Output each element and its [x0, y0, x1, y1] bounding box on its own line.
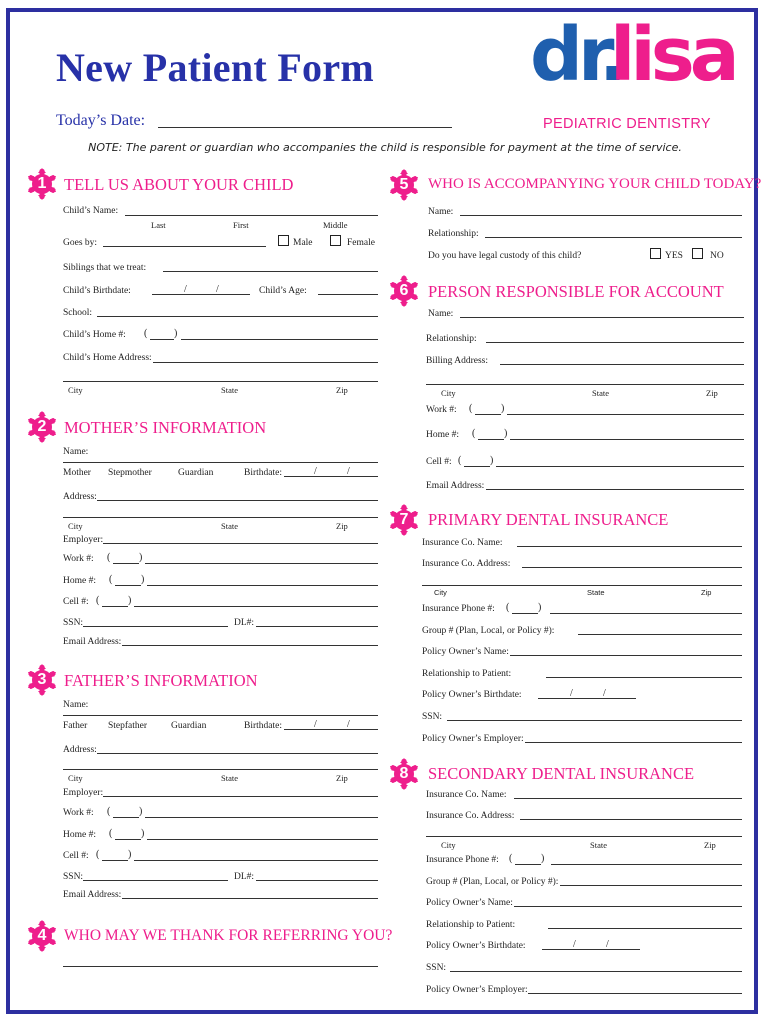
- paren: (: [96, 849, 100, 860]
- goes-by-field[interactable]: [103, 246, 266, 247]
- mother-work-label: Work #:: [63, 554, 94, 564]
- secondary-relationship-label: Relationship to Patient:: [426, 920, 516, 930]
- paren: ): [501, 403, 505, 414]
- mother-address-field[interactable]: [97, 500, 378, 501]
- area-code-field[interactable]: [113, 563, 139, 564]
- date-slash: /: [603, 688, 606, 699]
- guardian-option[interactable]: Guardian: [178, 468, 214, 478]
- secondary-owner-name-field[interactable]: [514, 906, 742, 907]
- zip-label: Zip: [336, 385, 348, 395]
- paren: (: [109, 574, 113, 585]
- father-email-label: Email Address:: [63, 890, 122, 900]
- child-birthdate-label: Child’s Birthdate:: [63, 286, 131, 296]
- paren: ): [174, 328, 178, 339]
- city-label: City: [68, 385, 83, 395]
- mother-option[interactable]: Mother: [63, 468, 91, 478]
- zip-label: Zip: [336, 773, 348, 783]
- father-cell-field[interactable]: [134, 860, 378, 861]
- mother-city-state-zip-field[interactable]: [63, 517, 378, 518]
- date-slash: /: [184, 284, 187, 295]
- father-dl-label: DL#:: [234, 872, 255, 882]
- city-label: City: [434, 588, 447, 597]
- mother-email-field[interactable]: [122, 645, 378, 646]
- accompany-name-field[interactable]: [460, 215, 742, 216]
- responsible-home-label: Home #:: [426, 430, 459, 440]
- responsible-email-label: Email Address:: [426, 481, 485, 491]
- area-code-field[interactable]: [150, 339, 174, 340]
- section-5-badge: 5: [388, 169, 420, 201]
- secondary-ins-name-label: Insurance Co. Name:: [426, 790, 507, 800]
- responsible-cell-field[interactable]: [496, 466, 744, 467]
- responsible-cell-label: Cell #:: [426, 457, 452, 467]
- secondary-phone-label: Insurance Phone #:: [426, 855, 499, 865]
- secondary-ssn-field[interactable]: [450, 971, 742, 972]
- paren: ): [128, 849, 132, 860]
- responsible-work-field[interactable]: [507, 414, 744, 415]
- child-age-label: Child’s Age:: [259, 286, 307, 296]
- father-ssn-field[interactable]: [83, 880, 228, 881]
- father-employer-label: Employer:: [63, 788, 104, 798]
- secondary-owner-name-label: Policy Owner’s Name:: [426, 898, 513, 908]
- father-name-field[interactable]: [63, 715, 378, 716]
- billing-address-field[interactable]: [500, 364, 744, 365]
- state-label: State: [590, 840, 607, 850]
- father-home-label: Home #:: [63, 830, 96, 840]
- responsible-work-label: Work #:: [426, 405, 457, 415]
- father-option[interactable]: Father: [63, 721, 88, 731]
- mother-ssn-field[interactable]: [83, 626, 228, 627]
- date-slash: /: [347, 719, 350, 730]
- logo-subtitle: PEDIATRIC DENTISTRY: [543, 116, 711, 132]
- child-age-field[interactable]: [318, 294, 378, 295]
- custody-no-checkbox[interactable]: [692, 248, 703, 259]
- section-7-title: PRIMARY DENTAL INSURANCE: [428, 510, 669, 529]
- school-field[interactable]: [97, 316, 378, 317]
- area-code-field[interactable]: [478, 439, 504, 440]
- date-slash: /: [570, 688, 573, 699]
- billing-city-state-zip-field[interactable]: [426, 384, 744, 385]
- secondary-relationship-field[interactable]: [548, 928, 742, 929]
- responsible-name-label: Name:: [428, 309, 454, 319]
- billing-address-label: Billing Address:: [426, 356, 489, 366]
- primary-ins-address-field[interactable]: [522, 567, 742, 568]
- primary-owner-birthdate-label: Policy Owner’s Birthdate:: [422, 690, 522, 700]
- paren: (: [458, 455, 462, 466]
- primary-relationship-label: Relationship to Patient:: [422, 669, 512, 679]
- section-6-badge: 6: [388, 275, 420, 307]
- father-employer-field[interactable]: [103, 796, 378, 797]
- mother-cell-field[interactable]: [134, 606, 378, 607]
- section-8-badge: 8: [388, 758, 420, 790]
- section-5-title: WHO IS ACCOMPANYING YOUR CHILD TODAY?: [428, 176, 762, 192]
- secondary-ins-name-field[interactable]: [514, 798, 742, 799]
- area-code-field[interactable]: [464, 466, 490, 467]
- paren: ): [139, 552, 143, 563]
- mother-employer-label: Employer:: [63, 535, 104, 545]
- stepfather-option[interactable]: Stepfather: [108, 721, 148, 731]
- secondary-owner-employer-label: Policy Owner’s Employer:: [426, 985, 528, 995]
- primary-owner-name-field[interactable]: [510, 655, 742, 656]
- section-4-title: WHO MAY WE THANK FOR REFERRING YOU?: [64, 927, 393, 944]
- logo-lisa: lisa: [610, 12, 735, 98]
- state-label: State: [592, 388, 609, 398]
- state-label: State: [221, 521, 238, 531]
- paren: (: [506, 602, 510, 613]
- section-1-badge: 1: [26, 168, 58, 200]
- male-label: Male: [293, 238, 313, 248]
- date-slash: /: [314, 466, 317, 477]
- father-city-state-zip-field[interactable]: [63, 769, 378, 770]
- female-label: Female: [347, 238, 375, 248]
- state-label: State: [221, 385, 238, 395]
- paren: (: [96, 595, 100, 606]
- mother-work-field[interactable]: [145, 563, 378, 564]
- child-address-label: Child’s Home Address:: [63, 353, 152, 363]
- paren: (: [144, 328, 148, 339]
- mother-dl-field[interactable]: [256, 626, 378, 627]
- date-slash: /: [573, 939, 576, 950]
- father-birthdate-field[interactable]: [284, 729, 378, 730]
- primary-city-state-zip-field[interactable]: [422, 585, 742, 586]
- secondary-ins-address-label: Insurance Co. Address:: [426, 811, 515, 821]
- zip-label: Zip: [336, 521, 348, 531]
- page-title: New Patient Form: [56, 45, 375, 90]
- mother-name-label: Name:: [63, 447, 89, 457]
- custody-yes-checkbox[interactable]: [650, 248, 661, 259]
- section-2-title: MOTHER’S INFORMATION: [64, 418, 267, 437]
- state-label: State: [587, 588, 605, 597]
- area-code-field[interactable]: [102, 860, 128, 861]
- primary-owner-birthdate-field[interactable]: [538, 698, 636, 699]
- section-2-badge: 2: [26, 411, 58, 443]
- primary-group-field[interactable]: [578, 634, 742, 635]
- primary-phone-label: Insurance Phone #:: [422, 604, 495, 614]
- city-label: City: [441, 388, 456, 398]
- primary-owner-name-label: Policy Owner’s Name:: [422, 647, 509, 657]
- todays-date-field[interactable]: [158, 127, 452, 128]
- responsible-relationship-field[interactable]: [486, 342, 744, 343]
- child-name-field[interactable]: [125, 215, 378, 216]
- primary-relationship-field[interactable]: [546, 677, 742, 678]
- mother-cell-label: Cell #:: [63, 597, 89, 607]
- secondary-city-state-zip-field[interactable]: [426, 836, 742, 837]
- responsible-name-field[interactable]: [460, 317, 744, 318]
- yes-label: YES: [665, 251, 683, 261]
- paren: (: [109, 828, 113, 839]
- zip-label: Zip: [706, 388, 718, 398]
- mother-home-label: Home #:: [63, 576, 96, 586]
- payment-note: NOTE: The parent or guardian who accompanies the child is responsible for payment at the time of service.: [88, 141, 682, 154]
- secondary-group-field[interactable]: [560, 885, 742, 886]
- section-8-title: SECONDARY DENTAL INSURANCE: [428, 764, 695, 783]
- paren: ): [538, 602, 542, 613]
- section-6-title: PERSON RESPONSIBLE FOR ACCOUNT: [428, 282, 724, 301]
- first-label: First: [233, 220, 249, 230]
- father-address-field[interactable]: [97, 753, 378, 754]
- mother-employer-field[interactable]: [103, 543, 378, 544]
- referral-field[interactable]: [63, 966, 378, 967]
- father-cell-label: Cell #:: [63, 851, 89, 861]
- section-3-badge: 3: [26, 664, 58, 696]
- father-ssn-label: SSN:: [63, 872, 84, 882]
- area-code-field[interactable]: [115, 839, 141, 840]
- secondary-owner-employer-field[interactable]: [528, 993, 742, 994]
- primary-group-label: Group # (Plan, Local, or Policy #):: [422, 626, 555, 636]
- male-checkbox[interactable]: [278, 235, 289, 246]
- responsible-home-field[interactable]: [510, 439, 744, 440]
- responsible-email-field[interactable]: [486, 489, 744, 490]
- city-label: City: [68, 521, 83, 531]
- mother-name-field[interactable]: [63, 462, 378, 463]
- child-name-label: Child’s Name:: [63, 206, 119, 216]
- father-name-label: Name:: [63, 700, 89, 710]
- guardian-option[interactable]: Guardian: [171, 721, 207, 731]
- secondary-group-label: Group # (Plan, Local, or Policy #):: [426, 877, 559, 887]
- date-slash: /: [314, 719, 317, 730]
- secondary-owner-birthdate-field[interactable]: [542, 949, 640, 950]
- accompany-relationship-field[interactable]: [485, 237, 742, 238]
- paren: ): [128, 595, 132, 606]
- father-work-field[interactable]: [145, 817, 378, 818]
- school-label: School:: [63, 308, 93, 318]
- father-birthdate-label: Birthdate:: [244, 721, 282, 731]
- date-slash: /: [347, 466, 350, 477]
- father-home-field[interactable]: [147, 839, 378, 840]
- mother-dl-label: DL#:: [234, 618, 255, 628]
- area-code-field[interactable]: [102, 606, 128, 607]
- date-slash: /: [606, 939, 609, 950]
- secondary-ssn-label: SSN:: [426, 963, 447, 973]
- paren: ): [139, 806, 143, 817]
- father-dl-field[interactable]: [256, 880, 378, 881]
- zip-label: Zip: [704, 840, 716, 850]
- primary-ssn-field[interactable]: [447, 720, 742, 721]
- paren: (: [107, 806, 111, 817]
- primary-owner-employer-label: Policy Owner’s Employer:: [422, 734, 524, 744]
- child-birthdate-field[interactable]: [152, 294, 250, 295]
- child-city-state-zip-field[interactable]: [63, 381, 378, 382]
- middle-label: Middle: [323, 220, 348, 230]
- paren: ): [141, 828, 145, 839]
- city-label: City: [441, 840, 456, 850]
- accompany-relationship-label: Relationship:: [428, 229, 479, 239]
- area-code-field[interactable]: [515, 864, 541, 865]
- father-address-label: Address:: [63, 745, 97, 755]
- paren: ): [141, 574, 145, 585]
- area-code-field[interactable]: [512, 613, 538, 614]
- area-code-field[interactable]: [475, 414, 501, 415]
- section-3-title: FATHER’S INFORMATION: [64, 671, 258, 690]
- female-checkbox[interactable]: [330, 235, 341, 246]
- paren: (: [469, 403, 473, 414]
- mother-birthdate-field[interactable]: [284, 476, 378, 477]
- primary-owner-employer-field[interactable]: [525, 742, 742, 743]
- paren: ): [490, 455, 494, 466]
- siblings-field[interactable]: [163, 271, 378, 272]
- mother-home-field[interactable]: [147, 585, 378, 586]
- paren: ): [541, 853, 545, 864]
- siblings-label: Siblings that we treat:: [63, 263, 147, 273]
- state-label: State: [221, 773, 238, 783]
- mother-email-label: Email Address:: [63, 637, 122, 647]
- city-label: City: [68, 773, 83, 783]
- secondary-owner-birthdate-label: Policy Owner’s Birthdate:: [426, 941, 526, 951]
- stepmother-option[interactable]: Stepmother: [108, 468, 152, 478]
- todays-date-label: Today’s Date:: [56, 112, 146, 129]
- section-4-badge: 4: [26, 920, 58, 952]
- section-7-badge: 7: [388, 504, 420, 536]
- paren: ): [504, 428, 508, 439]
- section-1-title: TELL US ABOUT YOUR CHILD: [64, 175, 294, 194]
- child-home-label: Child’s Home #:: [63, 330, 126, 340]
- paren: (: [107, 552, 111, 563]
- custody-question: Do you have legal custody of this child?: [428, 251, 582, 261]
- secondary-phone-field[interactable]: [551, 864, 742, 865]
- father-work-label: Work #:: [63, 808, 94, 818]
- mother-birthdate-label: Birthdate:: [244, 468, 282, 478]
- accompany-name-label: Name:: [428, 207, 454, 217]
- father-email-field[interactable]: [122, 898, 378, 899]
- logo-dr: dr.: [530, 12, 623, 98]
- primary-ins-name-field[interactable]: [517, 546, 742, 547]
- area-code-field[interactable]: [115, 585, 141, 586]
- date-slash: /: [216, 284, 219, 295]
- mother-ssn-label: SSN:: [63, 618, 84, 628]
- paren: (: [509, 853, 513, 864]
- secondary-ins-address-field[interactable]: [520, 819, 742, 820]
- primary-ins-address-label: Insurance Co. Address:: [422, 559, 511, 569]
- child-home-field[interactable]: [181, 339, 378, 340]
- goes-by-label: Goes by:: [63, 238, 98, 248]
- paren: (: [472, 428, 476, 439]
- no-label: NO: [710, 251, 724, 261]
- responsible-relationship-label: Relationship:: [426, 334, 477, 344]
- zip-label: Zip: [701, 588, 712, 597]
- last-label: Last: [151, 220, 166, 230]
- mother-address-label: Address:: [63, 492, 97, 502]
- child-address-field[interactable]: [153, 362, 378, 363]
- primary-phone-field[interactable]: [550, 613, 742, 614]
- area-code-field[interactable]: [113, 817, 139, 818]
- primary-ssn-label: SSN:: [422, 712, 443, 722]
- primary-ins-name-label: Insurance Co. Name:: [422, 538, 503, 548]
